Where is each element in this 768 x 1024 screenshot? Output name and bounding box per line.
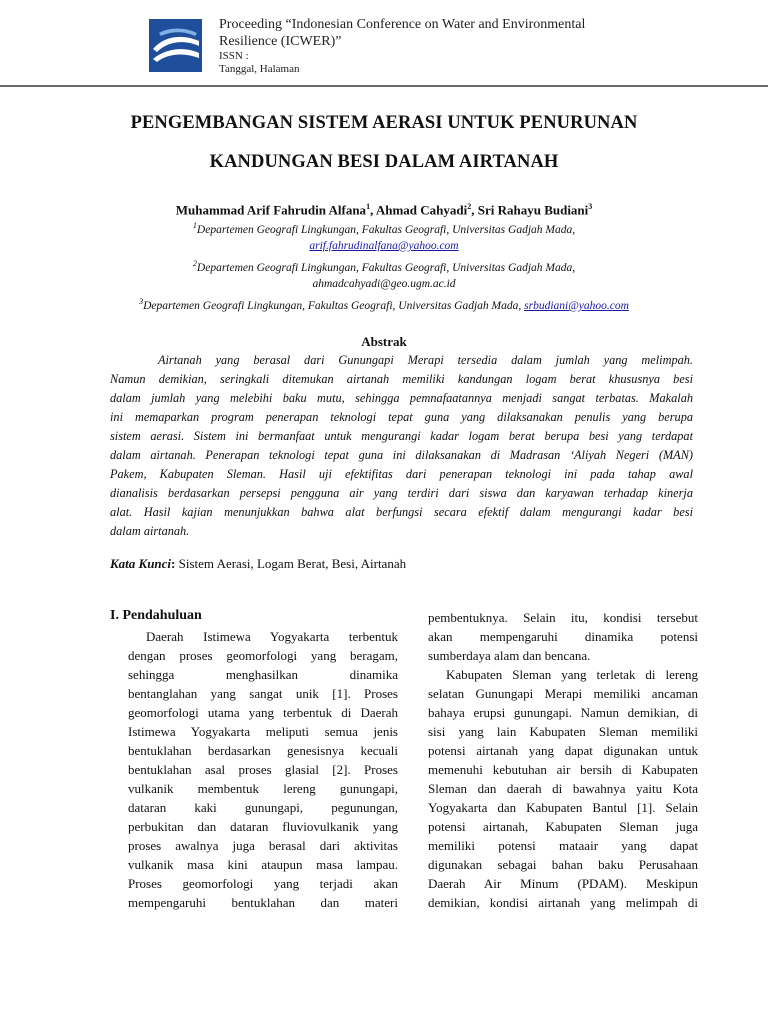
- affiliation-1: [0, 221, 768, 236]
- body-line: potensi airtanah, Kabupaten Sleman juga: [428, 819, 698, 834]
- header-divider: [0, 85, 768, 87]
- body-line: vulkanik masa kini ataupun masa lampau.: [128, 857, 398, 872]
- author-3: , Sri Rahayu Budiani: [471, 202, 589, 218]
- body-line: memiliki potensi mataair yang dapat: [428, 838, 698, 853]
- section-heading-pendahuluan: I. Pendahuluan: [110, 608, 202, 623]
- affiliation-1-email[interactable]: arif.fahrudinalfana@yahoo.com: [309, 240, 459, 252]
- body-line: Istimewa Yogyakarta meliputi semua jenis: [128, 724, 398, 739]
- affiliation-2-sup: 2: [192, 259, 197, 268]
- author-3-sup: 3: [588, 202, 593, 211]
- paper-title-line1: PENGEMBANGAN SISTEM AERASI UNTUK PENURUNAN: [130, 113, 638, 133]
- paper-title-line2: KANDUNGAN BESI DALAM AIRTANAH: [209, 152, 559, 172]
- abstract-line: dalam jumlah yang melebihi baku mutu, sehingga pemnafaatannya menjadi sangat terbatas. Makalah: [110, 391, 693, 405]
- body-line: Daerah Air Minum (PDAM). Meskipun: [428, 876, 698, 891]
- affiliation-1-email-row: [0, 240, 768, 252]
- abstract-line: Namun demikian, seringkali ditemukan airtanah memiliki kandungan logam berat khususnya besi: [110, 372, 693, 386]
- affiliation-1-sup: 1: [192, 221, 197, 230]
- affiliation-2-email: ahmadcahyadi@geo.ugm.ac.id: [312, 278, 456, 290]
- author-2-sup: 2: [467, 202, 472, 211]
- body-line: Kabupaten Sleman yang terletak di lereng: [446, 667, 698, 682]
- body-line: bentuklahan berdasarkan genesisnya kecuali: [128, 743, 398, 758]
- body-line: potensi airtanah yang dapat digunakan untuk: [428, 743, 698, 758]
- body-line: akan mempengaruhi dinamika potensi: [428, 629, 698, 644]
- body-line: geomorfologi utama yang terbentuk di Daerah: [128, 705, 398, 720]
- affiliation-2-email-row: [0, 278, 768, 290]
- body-line: sisi yang lain Kabupaten Sleman memiliki: [428, 724, 698, 739]
- abstract-line: dalam airtanah. Penerapan teknologi tepat guna ini dilaksanakan di Madrasan ‘Aliyah Negeri (MAN): [110, 448, 693, 462]
- body-line: bahaya erupsi gunungapi. Namun demikian, di: [428, 705, 698, 720]
- affiliation-2-text: Departemen Geografi Lingkungan, Fakultas Geografi, Universitas Gadjah Mada,: [196, 261, 576, 274]
- body-line: mempengaruhi bentuklahan dan materi: [128, 895, 398, 910]
- body-line: selatan Gunungapi Merapi memiliki ancaman: [428, 686, 698, 701]
- body-line: perbukitan dan dataran fluviovulkanik yang: [128, 819, 398, 834]
- author-2: , Ahmad Cahyadi: [370, 202, 468, 218]
- author-list: [0, 202, 768, 218]
- body-line: sehingga menghasilkan dinamika: [128, 667, 398, 682]
- body-line: vulkanik membentuk lereng gunungapi,: [128, 781, 398, 796]
- affiliation-1-text: Departemen Geografi Lingkungan, Fakultas Geografi, Universitas Gadjah Mada,: [196, 223, 576, 236]
- keywords-label: Kata Kunci: [110, 556, 172, 571]
- affiliation-3: [0, 297, 768, 312]
- body-line: demikian, kondisi airtanah yang melimpah di: [428, 895, 698, 910]
- body-line: dataran kaki gunungapi, pegunungan,: [128, 800, 398, 815]
- affiliation-3-email[interactable]: srbudiani@yahoo.com: [524, 299, 629, 312]
- body-line: proses awalnya juga berasal dari aktivitas: [128, 838, 398, 853]
- proceeding-title-line1: Proceeding “Indonesian Conference on Water and Environmental: [219, 17, 586, 32]
- date-pages-label: Tanggal, Halaman: [219, 63, 300, 75]
- body-line: Yogyakarta dan Kabupaten Bantul [1]. Selain: [428, 800, 698, 815]
- affiliation-2: [0, 259, 768, 274]
- keywords-text: Sistem Aerasi, Logam Berat, Besi, Airtanah: [175, 556, 407, 571]
- body-line: sumberdaya alam dan bencana.: [428, 648, 591, 663]
- abstract-line: Airtanah yang berasal dari Gunungapi Merapi tersedia dalam jumlah yang melimpah.: [158, 353, 693, 367]
- abstract-line: sistem aerasi. Sistem ini bermanfaat untuk mengurangi kadar logam berat berupa besi yang terdapat: [110, 429, 693, 443]
- body-line: pembentuknya. Selain itu, kondisi tersebut: [428, 610, 698, 625]
- keywords-colon: :: [171, 556, 176, 571]
- abstract-line: ini memaparkan program penerapan teknologi tepat guna yang dilaksanakan penulis yang berupa: [110, 410, 693, 424]
- affiliation-3-text: Departemen Geografi Lingkungan, Fakultas Geografi, Universitas Gadjah Mada,: [143, 299, 522, 312]
- body-line: Daerah Istimewa Yogyakarta terbentuk: [146, 629, 398, 644]
- abstract-line: dalam airtanah.: [110, 524, 190, 538]
- abstract-line: dianalisis berdasarkan persepsi pengguna air yang terdiri dari siswa dan karyawan terhadap kinerja: [110, 486, 693, 500]
- proceeding-title-line2: Resilience (ICWER)”: [219, 34, 342, 49]
- body-line: bentanglahan yang sangat unik [1]. Proses: [128, 686, 398, 701]
- keywords: [110, 556, 406, 572]
- body-line: Proses geomorfologi yang terjadi akan: [128, 876, 398, 891]
- body-line: memenuhi kebutuhan air bersih di Kabupaten: [428, 762, 698, 777]
- conference-logo: [149, 19, 202, 72]
- body-line: Sleman dan daerah di bawahnya yaitu Kota: [428, 781, 698, 796]
- abstract-heading: Abstrak: [361, 334, 407, 349]
- issn-label: ISSN :: [219, 50, 249, 62]
- abstract-line: Pakem, Kabupaten Sleman. Hasil uji efektifitas dari penerapan teknologi ini pada tahap awal: [110, 467, 693, 481]
- abstract-line: alat. Hasil kajian menunjukkan bahwa alat berfungsi secara efektif dalam mengurangi kadar besi: [110, 505, 693, 519]
- body-line: dengan proses geomorfologi yang beragam,: [128, 648, 398, 663]
- author-1: Muhammad Arif Fahrudin Alfana: [175, 202, 367, 218]
- author-1-sup: 1: [366, 202, 371, 211]
- affiliation-3-sup: 3: [139, 297, 144, 306]
- body-line: bentuklahan asal proses glasial [2]. Proses: [128, 762, 398, 777]
- body-line: digunakan sebagai bahan baku Perusahaan: [428, 857, 698, 872]
